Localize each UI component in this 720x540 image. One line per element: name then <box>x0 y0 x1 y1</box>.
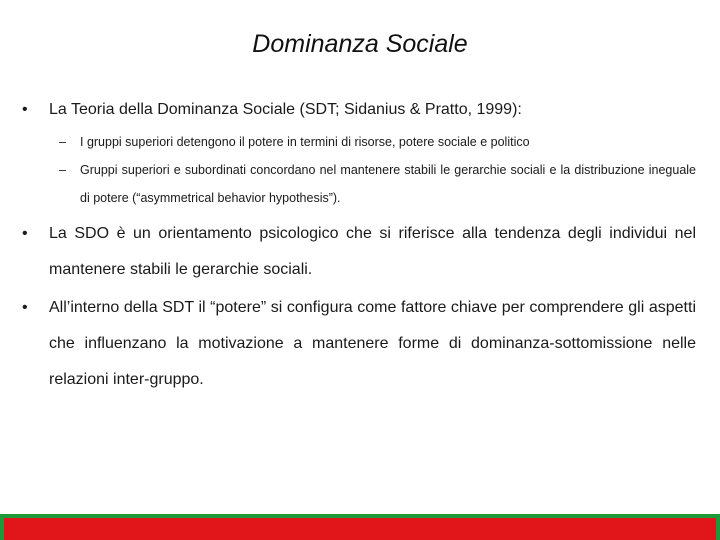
sub-bullet-text: Gruppi superiori e subordinati concordano nel mantenere stabili le gerarchie sociali e la distribuzione ineguale di potere (“asymmetrical behavior hypothesis”). <box>80 163 696 205</box>
bullet-text: All’interno della SDT il “potere” si configura come fattore chiave per comprendere gli aspetti che influenzano la motivazione a mantenere forme di dominanza-sottomissione nelle relazioni inter-gruppo. <box>49 299 696 388</box>
bullet-marker: • <box>22 101 28 118</box>
sub-bullet-text: I gruppi superiori detengono il potere in termini di risorse, potere sociale e politico <box>80 135 530 149</box>
bullet-item-sdt-theory <box>22 92 696 212</box>
sub-bullet-item-hierarchies <box>49 156 696 212</box>
footer-bar <box>0 514 720 540</box>
footer-bar-red-band <box>4 518 716 540</box>
bullet-list <box>22 92 696 398</box>
bullet-text: La Teoria della Dominanza Sociale (SDT; Sidanius & Pratto, 1999): <box>49 101 522 118</box>
sub-bullet-marker: – <box>59 135 66 149</box>
sub-bullet-marker: – <box>59 163 66 177</box>
bullet-marker: • <box>22 225 28 242</box>
slide-title: Dominanza Sociale <box>252 30 468 58</box>
bullet-marker: • <box>22 299 28 316</box>
sub-bullet-item-power <box>49 128 696 156</box>
bullet-text: La SDO è un orientamento psicologico che si riferisce alla tendenza degli individui nel mantenere stabili le gerarchie sociali. <box>49 225 696 278</box>
bullet-item-power <box>22 290 696 398</box>
bullet-item-sdo <box>22 216 696 288</box>
sub-bullet-list <box>49 128 696 212</box>
